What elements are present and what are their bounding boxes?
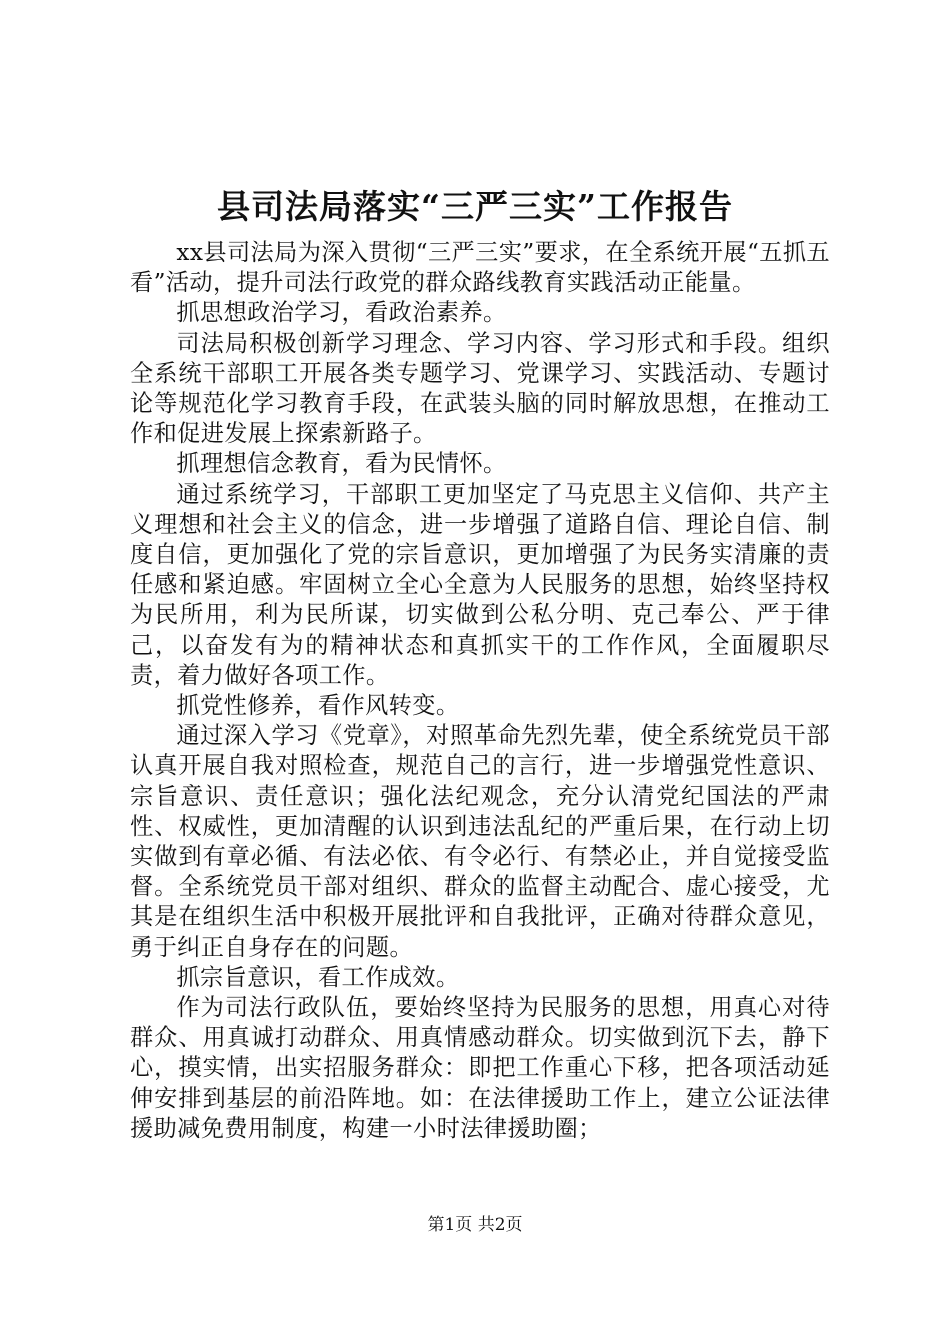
paragraph-party-spirit: 通过深入学习《党章》，对照革命先烈先辈，使全系统党员干部认真开展自我对照检查，规范自己的言行，进一步增强党性意识、宗旨意识、责任意识；强化法纪观念，充分认清党纪国法的严肃性、权威性，更加清醒的认识到违法乱纪的严重后果，在行动上切实做到有章必循、有法必依、有令必行、有禁必止，并自觉接受监督。全系统党员干部对组织、群众的监督主动配合、虚心接受，尤其是在组织生活中积极开展批评和自我批评，正确对待群众意见，勇于纠正自身存在的问题。 bbox=[130, 722, 830, 961]
section-heading-party-spirit: 抓党性修养，看作风转变。 bbox=[176, 692, 460, 720]
paragraph-political-study: 司法局积极创新学习理念、学习内容、学习形式和手段。组织全系统干部职工开展各类专题学习、党课学习、实践活动、专题讨论等规范化学习教育手段，在武装头脑的同时解放思想，在推动工作和促进发展上探索新路子。 bbox=[130, 329, 830, 448]
section-heading-political-study: 抓思想政治学习，看政治素养。 bbox=[176, 299, 507, 327]
page-number-footer: 第1页 共2页 bbox=[427, 1215, 523, 1235]
section-heading-purpose-awareness: 抓宗旨意识，看工作成效。 bbox=[176, 963, 460, 991]
document-body bbox=[130, 238, 830, 1144]
paragraph-purpose-awareness: 作为司法行政队伍，要始终坚持为民服务的思想，用真心对待群众、用真诚打动群众、用真情感动群众。切实做到沉下去，静下心，摸实情，出实招服务群众：即把工作重心下移，把各项活动延伸安排到基层的前沿阵地。如：在法律援助工作上，建立公证法律援助减免费用制度，构建一小时法律援助圈； bbox=[130, 994, 830, 1142]
paragraph-ideals-belief: 通过系统学习，干部职工更加坚定了马克思主义信仰、共产主义理想和社会主义的信念，进一步增强了道路自信、理论自信、制度自信，更加强化了党的宗旨意识，更加增强了为民务实清廉的责任感和紧迫感。牢固树立全心全意为人民服务的思想，始终坚持权为民所用，利为民所谋，切实做到公私分明、克己奉公、严于律己，以奋发有为的精神状态和真抓实干的工作作风，全面履职尽责，着力做好各项工作。 bbox=[130, 480, 830, 689]
section-heading-ideals-belief: 抓理想信念教育，看为民情怀。 bbox=[176, 450, 507, 478]
document-title: 县司法局落实“三严三实”工作报告 bbox=[217, 187, 733, 226]
paragraph-intro: xx县司法局为深入贯彻“三严三实”要求，在全系统开展“五抓五看”活动，提升司法行政党的群众路线教育实践活动正能量。 bbox=[130, 239, 830, 297]
